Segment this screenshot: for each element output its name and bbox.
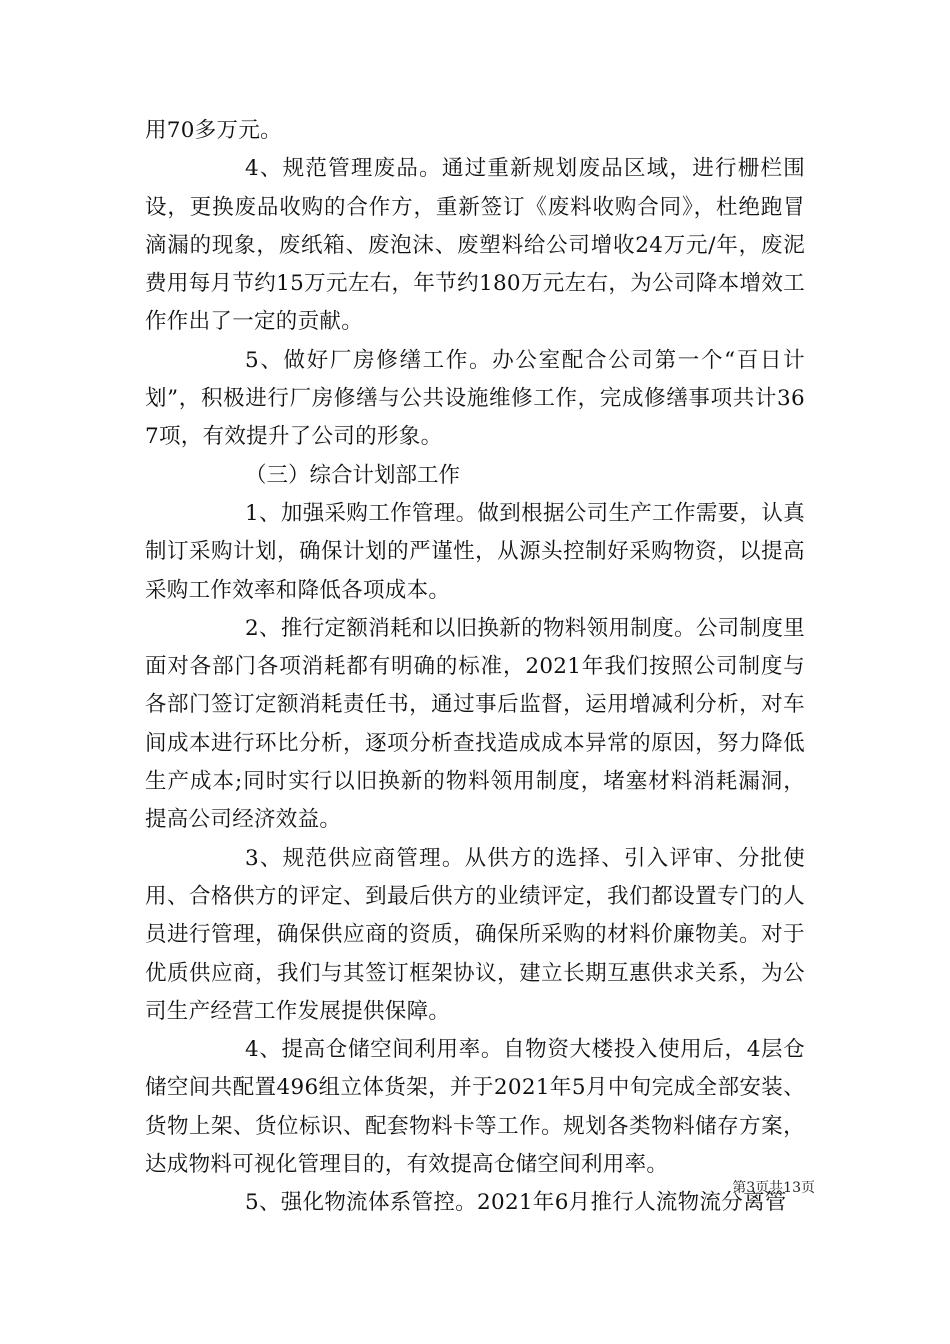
paragraph-continuation: 用70多万元。 (145, 118, 282, 143)
paragraph-logistics-control: 5、强化物流体系管控。2021年6月推行人流物流分离管 (245, 1190, 787, 1216)
paragraph-quota-consumption: 2、推行定额消耗和以旧换新的物料领用制度。公司制度里面对各部门各项消耗都有明确的标准，2021年我们按照公司制度与各部门签订定额消耗责任书，通过事后监督，运用增减利分析，对车间成本进行环比分析，逐项分析查找造成成本异常的原因，努力降低生产成本;同时实行以旧换新的物料领用制度，堵塞材料消耗漏洞，提高公司经济效益。 (145, 615, 805, 833)
paragraph-plant-repair: 5、做好厂房修缮工作。办公室配合公司第一个“百日计划”，积极进行厂房修缮与公共设施维修工作，完成修缮事项共计367项，有效提升了公司的形象。 (145, 347, 805, 450)
page-number-footer: 第3页共13页 (732, 1180, 815, 1196)
paragraph-procurement: 1、加强采购工作管理。做到根据公司生产工作需要，认真制订采购计划，确保计划的严谨性，从源头控制好采购物资，以提高采购工作效率和降低各项成本。 (145, 500, 805, 603)
document-body (145, 112, 805, 1223)
paragraph-warehouse-utilization: 4、提高仓储空间利用率。自物资大楼投入使用后，4层仓储空间共配置496组立体货架，并于2021年5月中旬完成全部安装、货物上架、货位标识、配套物料卡等工作。规划各类物料储存方案，达成物料可视化管理目的，有效提高仓储空间利用率。 (145, 1037, 805, 1178)
paragraph-scrap-management: 4、规范管理废品。通过重新规划废品区域，进行栅栏围设，更换废品收购的合作方，重新签订《废料收购合同》，杜绝跑冒滴漏的现象，废纸箱、废泡沫、废塑料给公司增收24万元/年，废泥费用每月节约15万元左右，年节约180万元左右，为公司降本增效工作作出了一定的贡献。 (145, 156, 805, 335)
paragraph-supplier-management: 3、规范供应商管理。从供方的选择、引入评审、分批使用、合格供方的评定、到最后供方的业绩评定，我们都设置专门的人员进行管理，确保供应商的资质，确保所采购的材料价廉物美。对于优质供应商，我们与其签订框架协议，建立长期互惠供求关系，为公司生产经营工作发展提供保障。 (145, 845, 805, 1024)
section-heading: （三）综合计划部工作 (245, 462, 461, 488)
